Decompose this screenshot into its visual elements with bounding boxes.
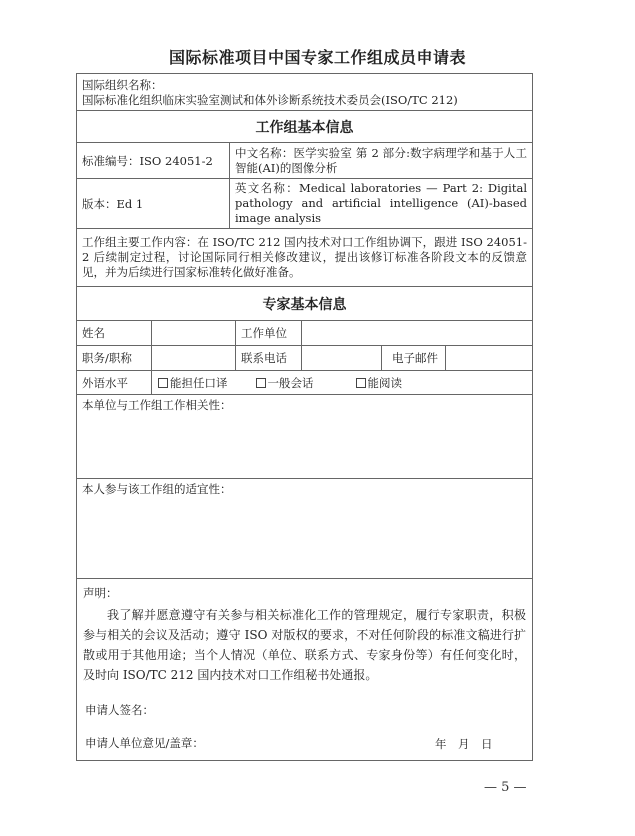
date-line: 年 月 日 bbox=[435, 737, 493, 751]
declaration-row bbox=[77, 578, 532, 761]
option-reading[interactable]: 能阅读 bbox=[356, 376, 403, 391]
cn-name: 中文名称：医学实验室 第 2 部分:数字病理学和基于人工智能(AI)的图像分析 bbox=[235, 146, 527, 175]
phone-label: 联系电话 bbox=[241, 351, 287, 365]
language-label: 外语水平 bbox=[82, 375, 128, 390]
option-interpret[interactable]: 能担任口译 bbox=[158, 376, 228, 391]
en-name: 英文名称：Medical laboratories — Part 2: Digital pathology and artificial intelligence (AI)-based image analysis bbox=[235, 181, 527, 225]
work-content-row bbox=[77, 228, 532, 287]
org-row bbox=[77, 74, 532, 110]
wg-section-row bbox=[77, 110, 532, 143]
work-unit-field[interactable] bbox=[301, 321, 532, 346]
expert-section-row bbox=[77, 286, 532, 321]
org-value: 国际标准化组织临床实验室测试和体外诊断系统技术委员会(ISO/TC 212) bbox=[82, 93, 458, 107]
name-field[interactable] bbox=[151, 321, 236, 346]
org-label: 国际组织名称： bbox=[82, 78, 163, 92]
option-conversation[interactable]: 一般会话 bbox=[256, 376, 314, 391]
std-number: 标准编号：ISO 24051-2 bbox=[82, 153, 213, 168]
relevance-label: 本单位与工作组工作相关性： bbox=[82, 398, 232, 412]
name-row bbox=[77, 320, 532, 346]
work-content: 工作组主要工作内容：在 ISO/TC 212 国内技术对口工作组协调下，跟进 ISO 24051-2 后续制定过程，讨论国际同行相关修改建议，提出该修订标准各阶段文本的反馈意见，并为后续进行国家标准转化做好准备。 bbox=[82, 235, 527, 279]
form-title: 国际标准项目中国专家工作组成员申请表 bbox=[168, 48, 466, 67]
checkbox-icon bbox=[356, 378, 366, 388]
position-label: 职务/职称 bbox=[82, 351, 132, 365]
suitability-label: 本人参与该工作组的适宜性： bbox=[82, 482, 232, 496]
email-field[interactable] bbox=[445, 346, 532, 371]
checkbox-icon bbox=[256, 378, 266, 388]
relevance-row[interactable] bbox=[77, 394, 532, 479]
wg-section-title: 工作组基本信息 bbox=[255, 120, 354, 136]
expert-section-title: 专家基本信息 bbox=[262, 297, 347, 313]
declaration-text: 我了解并愿意遵守有关参与相关标准化工作的管理规定，履行专家职责，积极参与相关的会议及活动；遵守 ISO 对版权的要求，不对任何阶段的标准文稿进行扩散或用于其他用途；当个人情况（单位、联系方式、专家身份等）有任何变化时，及时向 ISO/TC 212 国内技术对口工作组秘书处通报。 bbox=[83, 608, 526, 682]
suitability-row[interactable] bbox=[77, 478, 532, 579]
page-number: — 5 — bbox=[484, 780, 527, 795]
name-label: 姓名 bbox=[82, 326, 105, 340]
version-row bbox=[77, 178, 532, 229]
phone-field[interactable] bbox=[301, 346, 382, 371]
declaration-label: 声明： bbox=[83, 586, 118, 600]
email-label: 电子邮件 bbox=[392, 351, 438, 365]
language-row bbox=[77, 370, 532, 395]
signature-label: 申请人签名： bbox=[85, 703, 154, 717]
unit-opinion-label: 申请人单位意见/盖章： bbox=[85, 736, 204, 750]
checkbox-icon bbox=[158, 378, 168, 388]
application-form bbox=[76, 73, 533, 761]
work-unit-label: 工作单位 bbox=[241, 326, 287, 340]
version: 版本：Ed 1 bbox=[82, 196, 144, 211]
position-row bbox=[77, 345, 532, 371]
position-field[interactable] bbox=[151, 346, 236, 371]
std-row bbox=[77, 142, 532, 179]
